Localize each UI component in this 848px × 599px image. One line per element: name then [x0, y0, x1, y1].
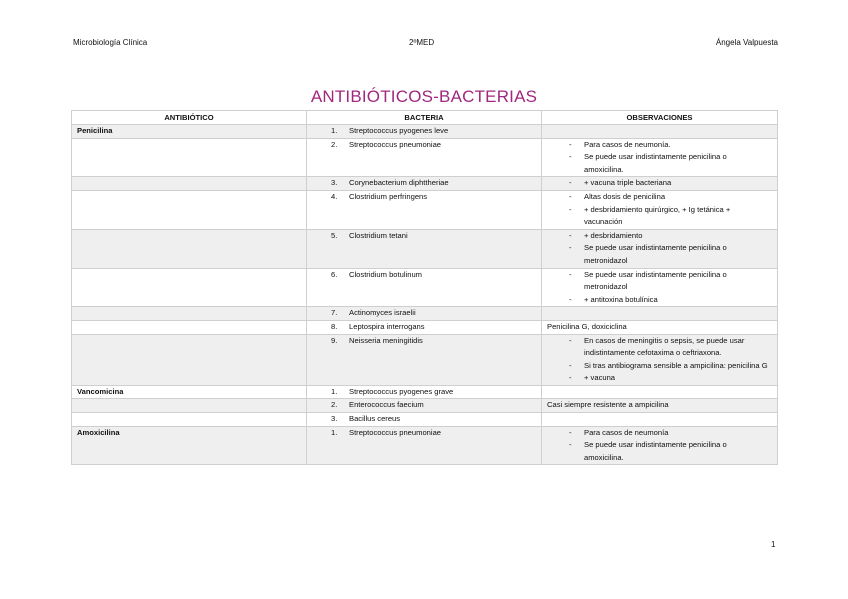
- column-header-bacteria: BACTERIA: [307, 111, 542, 125]
- page-number: 1: [771, 540, 776, 549]
- observation-item: [547, 427, 772, 440]
- antibiotic-cell: Penicilina: [72, 125, 307, 139]
- observations-cell: [542, 334, 778, 385]
- antibiotic-cell: [72, 229, 307, 268]
- bacteria-cell: [307, 125, 542, 139]
- bacteria-cell: [307, 413, 542, 427]
- observation-list: [547, 191, 772, 229]
- bacteria-number: 3.: [331, 414, 338, 424]
- observation-item: [547, 372, 772, 385]
- table-row: [72, 229, 778, 268]
- bacteria-number: 1.: [331, 386, 338, 396]
- observation-text: Casi siempre resistente a ampicilina: [547, 400, 669, 410]
- bacteria-name: Neisseria meningitidis: [349, 335, 423, 345]
- bacteria-number: 1.: [331, 126, 338, 135]
- observation-item: [547, 151, 772, 176]
- dash-bullet: -: [569, 191, 572, 201]
- observation-list: [547, 335, 772, 385]
- observation-item: [547, 230, 772, 243]
- bacteria-number: 2.: [331, 139, 338, 149]
- table-row: [72, 413, 778, 427]
- dash-bullet: -: [569, 335, 572, 345]
- table-row: [72, 125, 778, 139]
- dash-bullet: -: [569, 373, 572, 383]
- dash-bullet: -: [569, 230, 572, 240]
- observation-item: [547, 204, 772, 229]
- observation-item-text: Para casos de neumonía.: [584, 139, 671, 149]
- observations-cell: [542, 138, 778, 177]
- table-row: [72, 177, 778, 191]
- antibiotic-cell: [72, 320, 307, 334]
- dash-bullet: -: [569, 360, 572, 370]
- observation-item-text: Se puede usar indistintamente penicilina o amoxicilina.: [584, 440, 727, 462]
- bacteria-name: Bacillus cereus: [349, 414, 401, 424]
- observation-list: [547, 230, 772, 268]
- table-row: [72, 268, 778, 307]
- bacteria-name: Actinomyces israelii: [349, 308, 416, 318]
- table-row: [72, 138, 778, 177]
- bacteria-name: Clostridium tetani: [349, 230, 408, 240]
- observations-cell: [542, 413, 778, 427]
- observation-text: Penicilina G, doxiciclina: [547, 321, 627, 331]
- dash-bullet: -: [569, 152, 572, 162]
- bacteria-number: 1.: [331, 427, 338, 437]
- observation-item: [547, 191, 772, 204]
- bacteria-name: Streptococcus pneumoniae: [349, 427, 442, 437]
- observation-item: [547, 177, 772, 190]
- bacteria-cell: [307, 138, 542, 177]
- observation-list: [547, 269, 772, 307]
- bacteria-number: 6.: [331, 269, 338, 279]
- observation-item: [547, 139, 772, 152]
- observation-item-text: Se puede usar indistintamente penicilina o metronidazol: [584, 269, 727, 292]
- observation-item-text: + desbridamiento: [584, 230, 643, 240]
- bacteria-number: 2.: [331, 400, 338, 410]
- antibiotic-cell: [72, 413, 307, 427]
- column-header-antibiotic: ANTIBIÓTICO: [72, 111, 307, 125]
- bacteria-number: 8.: [331, 321, 338, 331]
- bacteria-name: Clostridium perfringens: [349, 191, 428, 201]
- observation-item-text: + vacuna triple bacteriana: [584, 178, 672, 188]
- dash-bullet: -: [569, 440, 572, 450]
- column-header-observations: OBSERVACIONES: [542, 111, 778, 125]
- bacteria-number: 7.: [331, 308, 338, 318]
- bacteria-name: Streptococcus pyogenes leve: [349, 126, 449, 135]
- bacteria-cell: [307, 229, 542, 268]
- page-header: [73, 38, 778, 50]
- bacteria-cell: [307, 399, 542, 413]
- observation-item-text: Se puede usar indistintamente penicilina o amoxicilina.: [584, 152, 727, 174]
- table-row: [72, 399, 778, 413]
- observation-item-text: Si tras antibiograma sensible a ampicilina: penicilina G: [584, 360, 768, 370]
- table-header-row: [72, 111, 778, 125]
- observations-cell: [542, 125, 778, 139]
- observation-item: [547, 242, 772, 267]
- bacteria-cell: [307, 177, 542, 191]
- observations-cell: [542, 177, 778, 191]
- observations-cell: [542, 426, 778, 465]
- bacteria-name: Streptococcus pyogenes grave: [349, 386, 454, 396]
- bacteria-cell: [307, 320, 542, 334]
- dash-bullet: -: [569, 269, 572, 279]
- header-subject: Microbiología Clínica: [73, 38, 148, 47]
- observations-cell: [542, 307, 778, 321]
- table-row: [72, 320, 778, 334]
- observations-cell: [542, 385, 778, 399]
- bacteria-number: 5.: [331, 230, 338, 240]
- observations-cell: [542, 229, 778, 268]
- dash-bullet: -: [569, 204, 572, 214]
- observation-list: [547, 139, 772, 177]
- page-title: ANTIBIÓTICOS-BACTERIAS: [310, 87, 538, 106]
- bacteria-cell: [307, 190, 542, 229]
- antibiotic-cell: [72, 190, 307, 229]
- dash-bullet: -: [569, 427, 572, 437]
- dash-bullet: -: [569, 139, 572, 149]
- bacteria-cell: [307, 307, 542, 321]
- antibiotic-cell: [72, 399, 307, 413]
- bacteria-number: 4.: [331, 191, 338, 201]
- observation-list: [547, 427, 772, 465]
- antibiotic-cell: [72, 334, 307, 385]
- observation-item-text: + antitoxina botulínica: [584, 294, 658, 304]
- antibiotic-cell: [72, 177, 307, 191]
- observation-item-text: + vacuna: [584, 373, 616, 383]
- bacteria-cell: [307, 334, 542, 385]
- antibiotic-cell: Vancomicina: [72, 385, 307, 399]
- observation-item-text: Para casos de neumonía: [584, 427, 669, 437]
- header-author: Ángela Valpuesta: [715, 38, 778, 47]
- antibiotic-cell: Amoxicilina: [72, 426, 307, 465]
- bacteria-cell: [307, 385, 542, 399]
- header-course: 2ºMED: [409, 38, 435, 47]
- antibiotic-cell: [72, 307, 307, 321]
- antibiotic-cell: [72, 138, 307, 177]
- observation-item: [547, 439, 772, 464]
- bacteria-name: Streptococcus pneumoniae: [349, 139, 442, 149]
- table-body: [72, 125, 778, 465]
- table-row: [72, 190, 778, 229]
- bacteria-number: 9.: [331, 335, 338, 345]
- antibiotics-table: [71, 110, 778, 465]
- observation-item-text: En casos de meningitis o sepsis, se puede usar indistintamente cefotaxima o ceftriaxona.: [584, 335, 745, 358]
- observation-item: [547, 269, 772, 294]
- dash-bullet: -: [569, 178, 572, 188]
- observation-item-text: Altas dosis de penicilina: [584, 191, 666, 201]
- bacteria-cell: [307, 426, 542, 465]
- bacteria-cell: [307, 268, 542, 307]
- observations-cell: [542, 399, 778, 413]
- table-row: [72, 307, 778, 321]
- observations-cell: [542, 268, 778, 307]
- table-row: [72, 385, 778, 399]
- observation-list: [547, 177, 772, 190]
- bacteria-name: Enterococcus faecium: [349, 400, 424, 410]
- observations-cell: [542, 320, 778, 334]
- dash-bullet: -: [569, 294, 572, 304]
- observation-item-text: + desbridamiento quirúrgico, + Ig tetánica + vacunación: [584, 204, 731, 227]
- table-row: [72, 334, 778, 385]
- bacteria-name: Corynebacterium diphttheriae: [349, 178, 449, 188]
- observation-item: [547, 335, 772, 360]
- bacteria-name: Clostridium botulinum: [349, 269, 423, 279]
- observation-item-text: Se puede usar indistintamente penicilina o metronidazol: [584, 243, 727, 265]
- bacteria-number: 3.: [331, 178, 338, 188]
- observations-cell: [542, 190, 778, 229]
- bacteria-name: Leptospira interrogans: [349, 321, 425, 331]
- dash-bullet: -: [569, 243, 572, 253]
- observation-item: [547, 294, 772, 307]
- antibiotic-cell: [72, 268, 307, 307]
- table-row: [72, 426, 778, 465]
- observation-item: [547, 360, 772, 373]
